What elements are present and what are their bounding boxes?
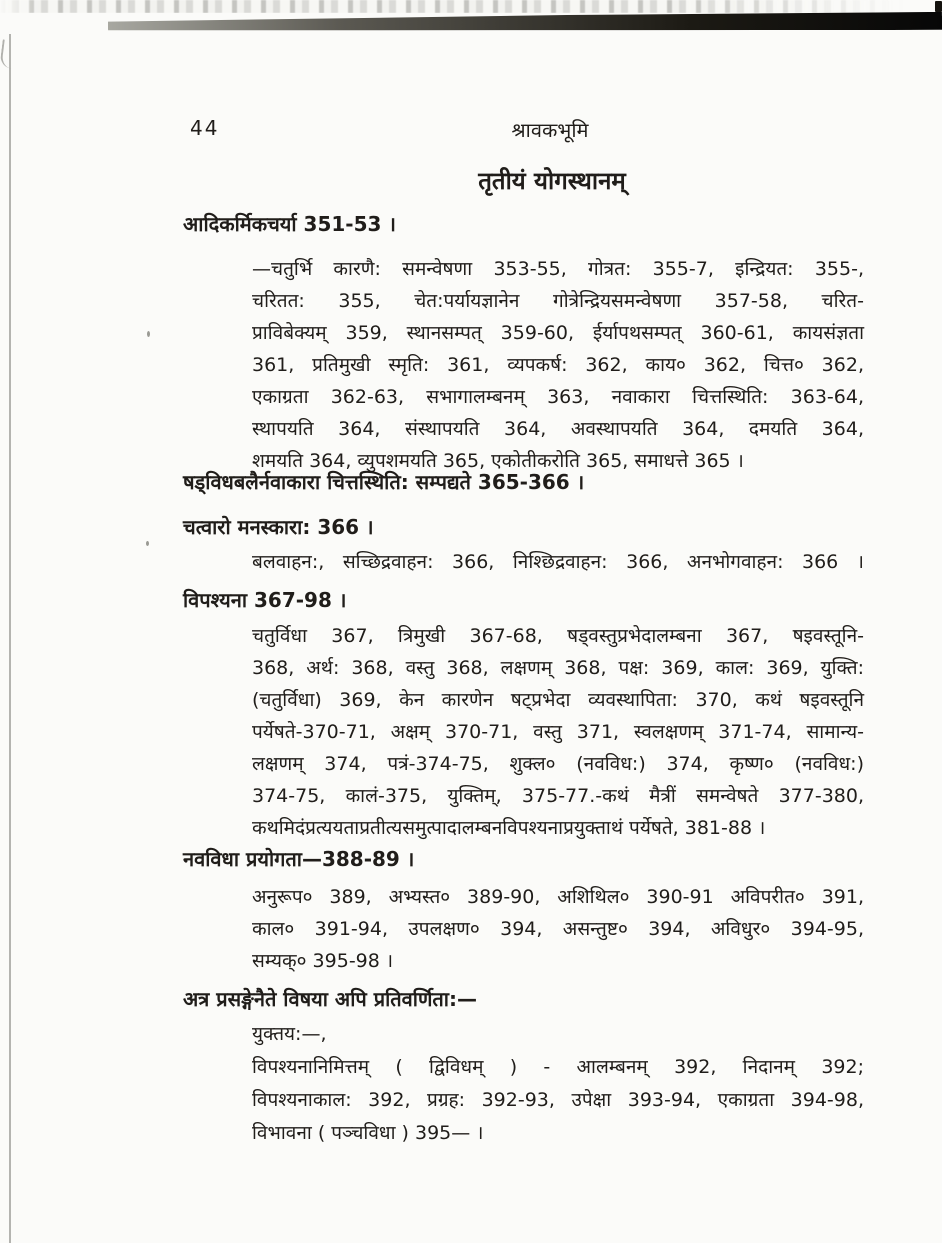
scan-speck xyxy=(147,331,150,337)
paragraph-line: —चतुर्भि कारणै: समन्वेषणा 353-55, गोत्रत: 355-7, इन्द्रियत: 355-, xyxy=(252,258,864,280)
section-heading: नवविधा प्रयोगता—388-89 । xyxy=(183,847,415,871)
section-heading: विपश्यना 367-98 । xyxy=(183,588,347,612)
left-scan-line xyxy=(9,34,11,1243)
paragraph-line: प्राविबेक्यम् 359, स्थानसम्पत् 359-60, ईर्यापथसम्पत् 360-61, कायसंज्ञता xyxy=(252,322,864,344)
paragraph-line: विपश्यनाकाल: 392, प्रग्रह: 392-93, उपेक्षा 393-94, एकाग्रता 394-98, xyxy=(252,1089,864,1111)
paragraph-line: (चतुर्विधा) 369, केन कारणेन षट्प्रभेदा व्यवस्थापिता: 370, कथं षइवस्तूनि xyxy=(252,689,864,711)
paragraph-line: 361, प्रतिमुखी स्मृति: 361, व्यपकर्ष: 362, काय० 362, चित्त० 362, xyxy=(252,354,864,376)
paragraph-line: अनुरूप० 389, अभ्यस्त० 389-90, अशिथिल० 390-91 अविपरीत० 391, xyxy=(252,886,864,908)
paragraph-line: काल० 391-94, उपलक्षण० 394, असन्तुष्ट० 394, अविधुर० 394-95, xyxy=(252,918,864,940)
page-number: 44 xyxy=(190,116,220,140)
chapter-title: तृतीयं योगस्थानम् xyxy=(478,167,626,195)
paragraph-line: चतुर्विधा 367, त्रिमुखी 367-68, षड्वस्तुप्रभेदालम्बना 367, षइवस्तूनि- xyxy=(252,625,864,647)
paragraph-line: बलवाहन:, सच्छिद्रवाहन: 366, निश्छिद्रवाहन: 366, अनभोगवाहन: 366 । xyxy=(252,551,864,573)
paragraph xyxy=(252,253,864,477)
section-heading: षड्विधबलैर्नवाकारा चित्तस्थिति: सम्पद्यते 365-366 । xyxy=(183,470,585,494)
section-heading: चत्वारो मनस्कारा: 366 । xyxy=(183,515,374,539)
section-heading: अत्र प्रसङ्गेनैते विषया अपि प्रतिवर्णिता:— xyxy=(183,987,477,1011)
paragraph-line: लक्षणम् 374, पत्रं-374-75, शुक्ल० (नवविध:) 374, कृष्ण० (नवविध:) xyxy=(252,753,864,775)
paragraph xyxy=(252,620,864,844)
paragraph xyxy=(252,546,864,578)
top-horizontal-rule xyxy=(108,12,942,32)
paragraph-line: शमयति 364, व्युपशमयति 365, एकोतीकरोति 365, समाधत्ते 365 । xyxy=(252,450,744,472)
left-scan-artifact xyxy=(0,39,15,68)
paragraph-line: पर्येषते-370-71, अक्षम् 370-71, वस्तु 371, स्वलक्षणम् 371-74, सामान्य- xyxy=(252,721,864,743)
paragraph-line: 368, अर्थ: 368, वस्तु 368, लक्षणम् 368, पक्ष: 369, काल: 369, युक्ति: xyxy=(252,657,864,679)
paragraph-line: 374-75, कालं-375, युक्तिम्, 375-77.-कथं मैत्रीं समन्वेषते 377-380, xyxy=(252,785,864,807)
section-heading: आदिकर्मिकचर्या 351-53 । xyxy=(183,212,396,236)
paragraph-line: युक्तय:—, xyxy=(252,1023,327,1045)
running-title: श्रावकभूमि xyxy=(511,118,589,142)
paragraph xyxy=(252,881,864,977)
scan-corner-mark xyxy=(935,1,942,12)
scan-noise-band xyxy=(0,0,942,13)
paragraph-line: सम्यक्० 395-98 । xyxy=(252,950,394,972)
paragraph-line: एकाग्रता 362-63, सभागालम्बनम् 363, नवाकारा चित्तस्थिति: 363-64, xyxy=(252,386,864,408)
paragraph-line: विपश्यनानिमित्तम् ( द्विविधम् ) - आलम्बनम् 392, निदानम् 392; xyxy=(252,1056,864,1078)
paragraph-line: कथमिदंप्रत्ययताप्रतीत्यसमुत्पादालम्बनविपश्यनाप्रयुक्ताथं पर्येषते, 381-88 । xyxy=(252,817,766,839)
scan-speck xyxy=(146,541,149,546)
paragraph-line: स्थापयति 364, संस्थापयति 364, अवस्थापयति 364, दमयति 364, xyxy=(252,418,864,440)
paragraph xyxy=(252,1018,864,1150)
paragraph-line: चरितत: 355, चेत:पर्यायज्ञानेन गोत्रेन्द्रियसमन्वेषणा 357-58, चरित- xyxy=(252,290,864,312)
paragraph-line: विभावना ( पञ्चविधा ) 395— । xyxy=(252,1122,484,1144)
